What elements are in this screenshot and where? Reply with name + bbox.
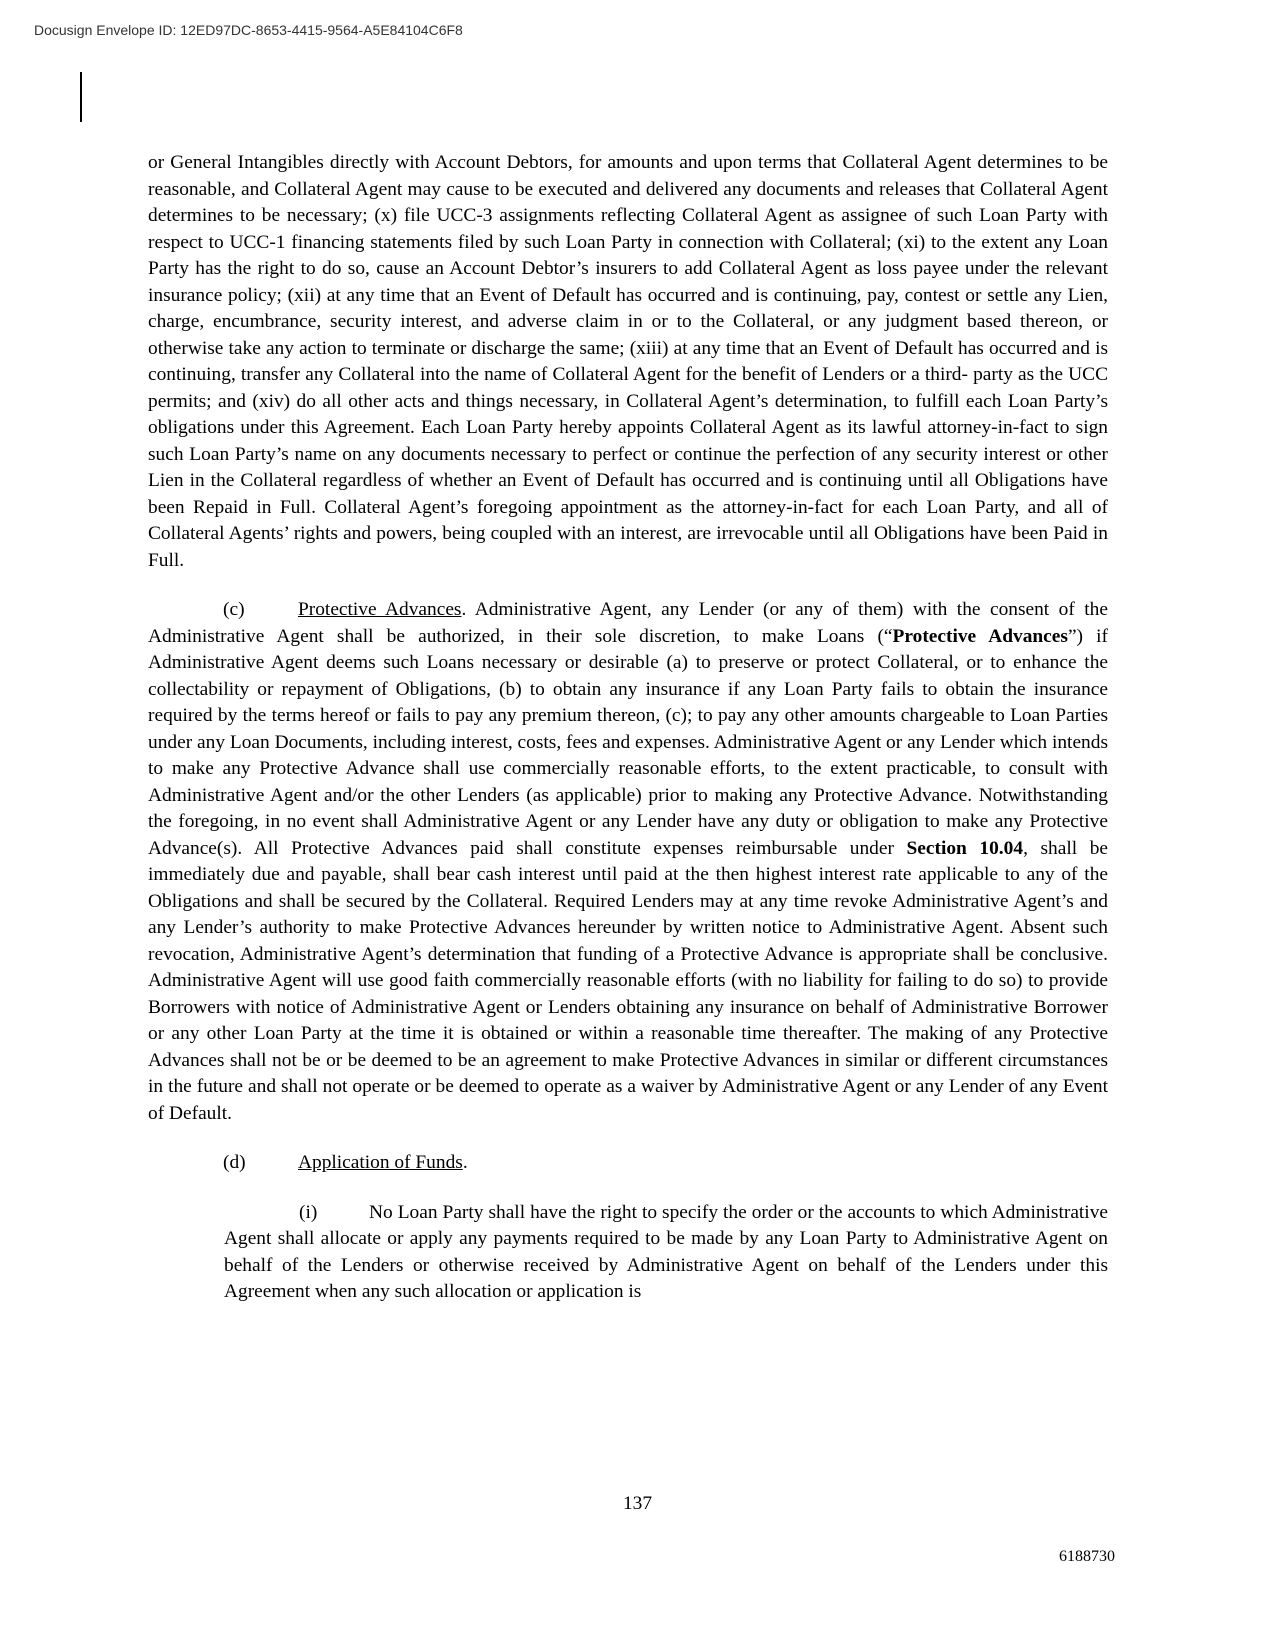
section-c-title: Protective Advances (298, 599, 462, 620)
paragraph-c-protective-advances (148, 597, 1108, 1127)
section-c-text-3: , shall be immediately due and payable, shall bear cash interest until paid at the then highest interest rate applicable to any of the Obligations and shall be secured by the Collateral. Required Lenders may at any time revoke Administrative Agent’s and any Lender’s authority to make Protective Advances hereunder by written notice to Administrative Agent. Absent such revocation, Administrative Agent’s determination that funding of a Protective Advance is appropriate shall be conclusive. Administrative Agent will use good faith commercially reasonable efforts (with no liability for failing to do so) to provide Borrowers with notice of Administrative Agent or Lenders obtaining any insurance on behalf of Administrative Borrower or any other Loan Party at the time it is obtained or within a reasonable time thereafter. The making of any Protective Advances shall not be or be deemed to be an agreement to make Protective Advances in similar or different circumstances in the future and shall not operate or be deemed to operate as a waiver by Administrative Agent or any Lender of any Event of Default. (148, 837, 1108, 1124)
section-d-i-text: No Loan Party shall have the right to specify the order or the accounts to which Administrative Agent shall allocate or apply any payments required to be made by any Loan Party to Administrative Agent on behalf of the Lenders or otherwise received by Administrative Agent on behalf of the Lenders under this Agreement when any such allocation or application is (224, 1201, 1108, 1302)
section-reference-10-04: Section 10.04 (906, 837, 1024, 859)
paragraph-b-continued: or General Intangibles directly with Account Debtors, for amounts and upon terms that Collateral Agent determines to be reasonable, and Collateral Agent may cause to be executed and delivered any documents and releases that Collateral Agent determines to be necessary; (x) file UCC-3 assignments reflecting Collateral Agent as assignee of such Loan Party with respect to UCC-1 financing statements filed by such Loan Party in connection with Collateral; (xi) to the extent any Loan Party has the right to do so, cause an Account Debtor’s insurers to add Collateral Agent as loss payee under the relevant insurance policy; (xii) at any time that an Event of Default has occurred and is continuing, pay, contest or settle any Lien, charge, encumbrance, security interest, and adverse claim in or to the Collateral, or any judgment based thereon, or otherwise take any action to terminate or discharge the same; (xiii) at any time that an Event of Default has occurred and is continuing, transfer any Collateral into the name of Collateral Agent for the benefit of Lenders or a third- party as the UCC permits; and (xiv) do all other acts and things necessary, in Collateral Agent’s determination, to fulfill each Loan Party’s obligations under this Agreement. Each Loan Party hereby appoints Collateral Agent as its lawful attorney-in-fact to sign such Loan Party’s name on any documents necessary to perfect or continue the perfection of any security interest or other Lien in the Collateral regardless of whether an Event of Default has occurred and is continuing until all Obligations have been Repaid in Full. Collateral Agent’s foregoing appointment as the attorney-in-fact for each Loan Party, and all of Collateral Agents’ rights and powers, being coupled with an interest, are irrevocable until all Obligations have been Paid in Full. (148, 152, 1108, 571)
section-d-heading (223, 1150, 1108, 1177)
section-d-period: . (462, 1152, 468, 1173)
section-d-title: Application of Funds (298, 1152, 463, 1173)
section-c-number: (c) (223, 599, 245, 620)
docusign-envelope-id: Docusign Envelope ID: 12ED97DC-8653-4415-9564-A5E84104C6F8 (34, 22, 463, 38)
page-number: 137 (622, 1493, 653, 1514)
document-body (148, 150, 1108, 1306)
revision-change-bar (80, 72, 82, 122)
section-d-i-number: (i) (299, 1201, 318, 1223)
document-number: 6188730 (1059, 1548, 1115, 1565)
section-d-number: (d) (223, 1152, 246, 1173)
section-c-text-1: . Administrative Agent, any Lender (or any of them) with the consent of the Administrative Agent shall be authorized, in their sole discretion, to make Loans (“ (148, 599, 1108, 647)
defined-term-protective-advances: Protective Advances (892, 625, 1068, 647)
paragraph-d-i (224, 1200, 1108, 1306)
section-c-text-2: ”) if Administrative Agent deems such Loans necessary or desirable (a) to preserve or protect Collateral, or to enhance the collectability or repayment of Obligations, (b) to obtain any insurance if any Loan Party fails to obtain the insurance required by the terms hereof or fails to pay any premium thereon, (c); to pay any other amounts chargeable to Loan Parties under any Loan Documents, including interest, costs, fees and expenses. Administrative Agent or any Lender which intends to make any Protective Advance shall use commercially reasonable efforts, to the extent practicable, to consult with Administrative Agent and/or the other Lenders (as applicable) prior to making any Protective Advance. Notwithstanding the foregoing, in no event shall Administrative Agent or any Lender have any duty or obligation to make any Protective Advance(s). All Protective Advances paid shall constitute expenses reimbursable under (148, 625, 1108, 859)
